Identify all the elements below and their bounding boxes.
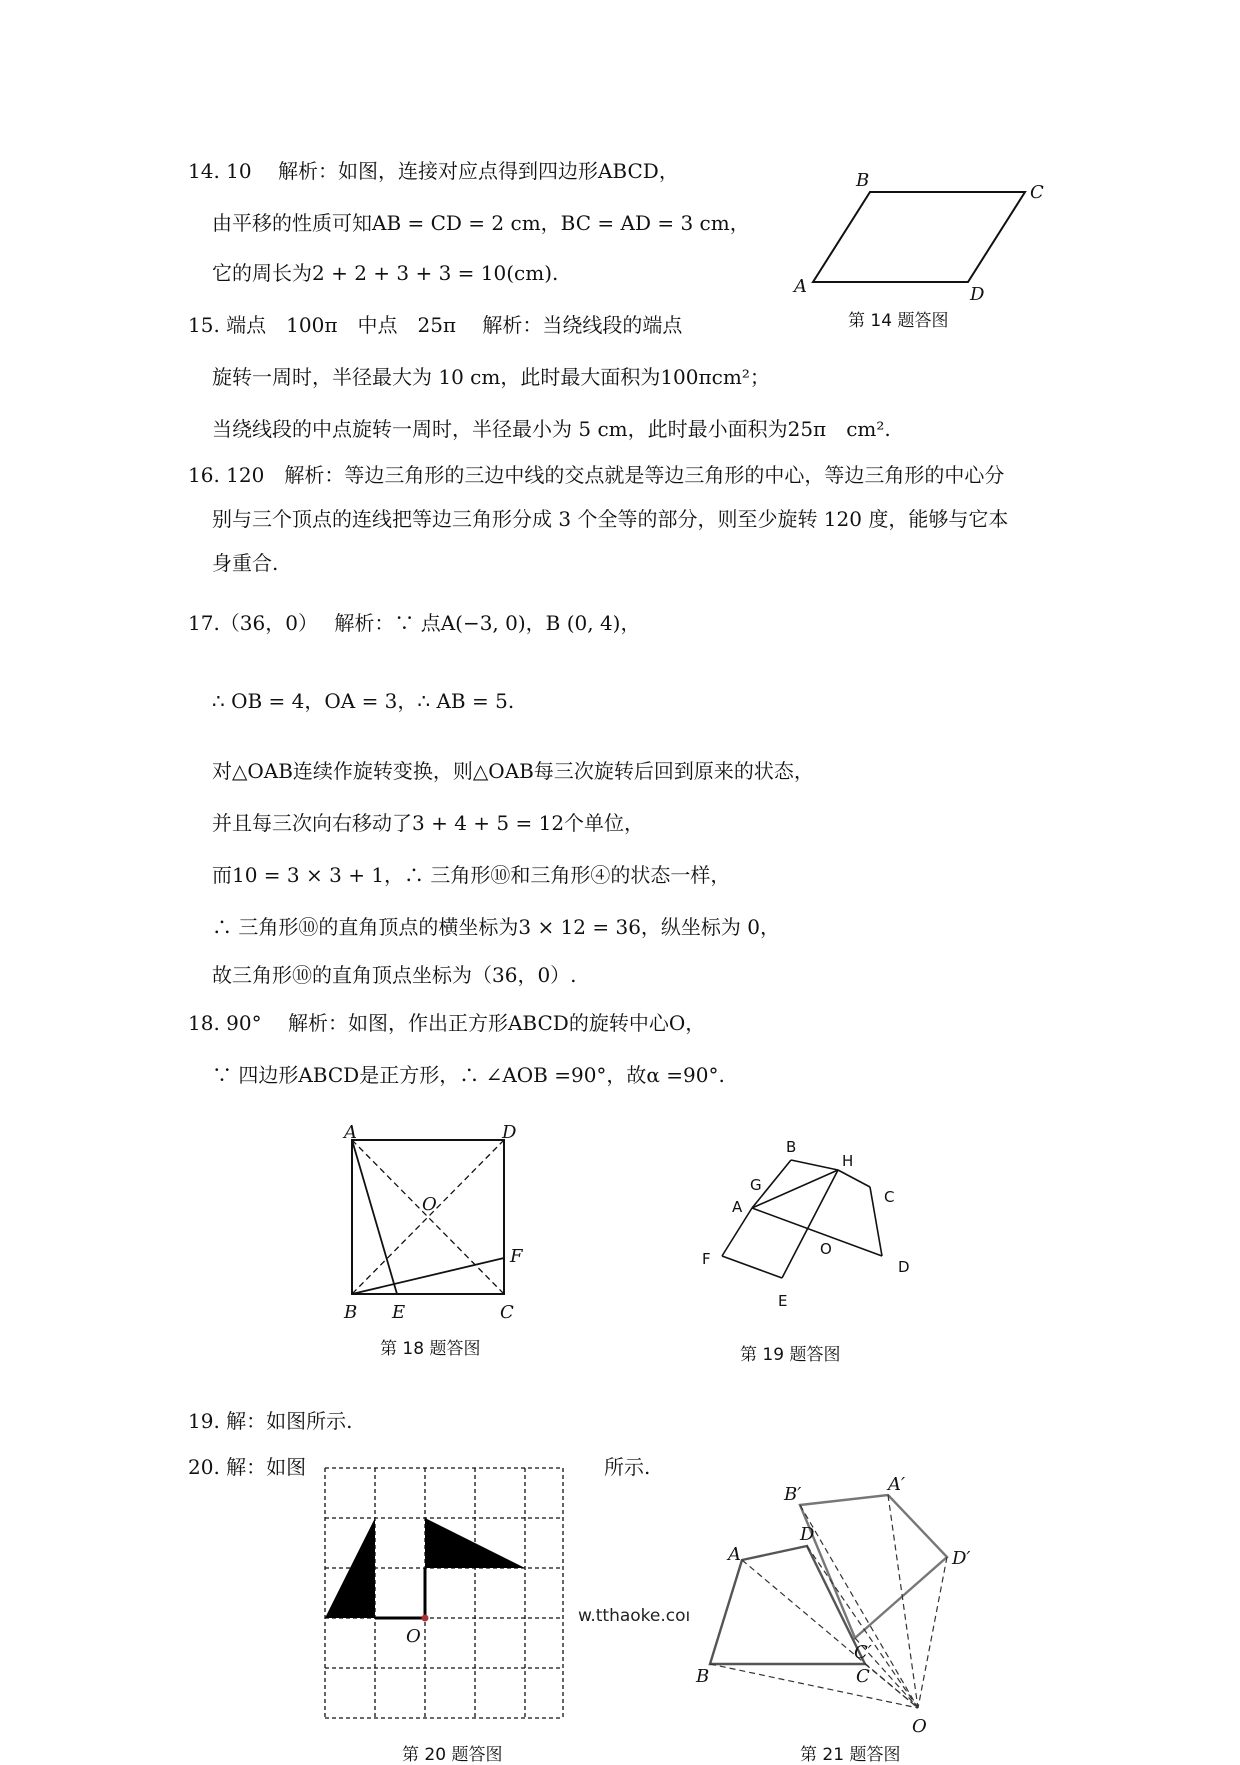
answer-16-line-1: 16. 120 解析：等边三角形的三边中线的交点就是等边三角形的中心，等边三角形的中心分 [188, 463, 1005, 487]
fig19-label-B: B [786, 1138, 797, 1156]
fig21-label-B2: B′ [784, 1484, 802, 1505]
answer-15-line-2: 旋转一周时，半径最大为 10 cm，此时最大面积为100πcm²； [212, 365, 770, 389]
answer-20-line-end: 所示. [604, 1455, 651, 1479]
answer-17-line-4: 并且每三次向右移动了3 + 4 + 5 = 12个单位， [212, 811, 645, 835]
answer-14-line-1: 14. 10 解析：如图，连接对应点得到四边形ABCD， [188, 159, 679, 183]
answer-16-line-2: 别与三个顶点的连线把等边三角形分成 3 个全等的部分，则至少旋转 120 度，能够与它本 [212, 507, 1009, 531]
figure-20-grid [320, 1460, 570, 1730]
fig18-label-E: E [392, 1302, 406, 1323]
fig14-label-A: A [794, 276, 807, 297]
fig20-label-O: O [406, 1626, 421, 1647]
fig21-label-O: O [912, 1716, 927, 1737]
answer-18-line-1: 18. 90° 解析：如图，作出正方形ABCD的旋转中心O， [188, 1011, 706, 1035]
fig14-label-B: B [856, 170, 870, 191]
answer-16-line-3: 身重合. [212, 551, 279, 575]
fig21-label-D: D [800, 1524, 815, 1545]
fig19-label-A: A [732, 1198, 743, 1216]
answer-17-line-5: 而10 = 3 × 3 + 1，∴ 三角形⑩和三角形④的状态一样， [212, 863, 731, 887]
fig18-label-C: C [500, 1302, 514, 1323]
fig19-label-F: F [702, 1250, 711, 1268]
answer-17-line-3: 对△OAB连续作旋转变换，则△OAB每三次旋转后回到原来的状态， [212, 759, 814, 783]
caption-21: 第 21 题答图 [800, 1745, 901, 1765]
fig14-label-D: D [970, 284, 985, 305]
fig18-label-A: A [344, 1122, 357, 1143]
answer-19-line: 19. 解：如图所示. [188, 1409, 353, 1433]
fig18-label-D: D [502, 1122, 517, 1143]
caption-14: 第 14 题答图 [848, 311, 949, 331]
fig18-label-F: F [510, 1246, 523, 1267]
watermark: w.tthaoke.coı [578, 1606, 691, 1626]
answer-17-line-7: 故三角形⑩的直角顶点坐标为（36，0）. [212, 963, 577, 987]
fig19-label-O: O [820, 1240, 832, 1258]
fig21-label-C2: C′ [854, 1642, 872, 1663]
figure-21 [690, 1474, 1120, 1750]
fig21-label-C: C [856, 1666, 870, 1687]
answer-15-line-1: 15. 端点 100π 中点 25π 解析：当绕线段的端点 [188, 313, 683, 337]
figure-18-square [340, 1122, 540, 1330]
fig19-label-E: E [778, 1292, 788, 1310]
fig21-label-D2: D′ [952, 1548, 971, 1569]
answer-17-line-2: ∴ OB = 4，OA = 3，∴ AB = 5. [212, 689, 515, 713]
fig19-label-G: G [750, 1176, 762, 1194]
fig18-label-B: B [344, 1302, 358, 1323]
fig19-label-C: C [884, 1188, 895, 1206]
answer-17-line-6: ∴ 三角形⑩的直角顶点的横坐标为3 × 12 = 36，纵坐标为 0， [212, 915, 781, 939]
answer-14-line-2: 由平移的性质可知AB = CD = 2 cm，BC = AD = 3 cm， [212, 211, 750, 235]
fig18-label-O: O [422, 1194, 437, 1215]
fig19-label-H: H [842, 1152, 854, 1170]
figure-19 [690, 1130, 920, 1340]
fig14-label-C: C [1030, 182, 1044, 203]
caption-20: 第 20 题答图 [402, 1745, 503, 1765]
figure-14-parallelogram [790, 170, 1050, 305]
fig21-label-A2: A′ [888, 1474, 906, 1495]
answer-18-line-2: ∵ 四边形ABCD是正方形，∴ ∠AOB =90°，故α =90°. [212, 1063, 725, 1087]
fig19-label-D: D [898, 1258, 910, 1276]
caption-19: 第 19 题答图 [740, 1345, 841, 1365]
fig21-label-B: B [696, 1666, 710, 1687]
answer-17-line-1: 17.（36，0） 解析：∵ 点A(−3, 0)，B (0, 4)， [188, 611, 641, 635]
caption-18: 第 18 题答图 [380, 1339, 481, 1359]
answer-20-line-start: 20. 解：如图 [188, 1455, 307, 1479]
answer-14-line-3: 它的周长为2 + 2 + 3 + 3 = 10(cm). [212, 261, 559, 285]
fig21-label-A: A [728, 1544, 741, 1565]
answer-15-line-3: 当绕线段的中点旋转一周时，半径最小为 5 cm，此时最小面积为25π cm². [212, 417, 891, 441]
